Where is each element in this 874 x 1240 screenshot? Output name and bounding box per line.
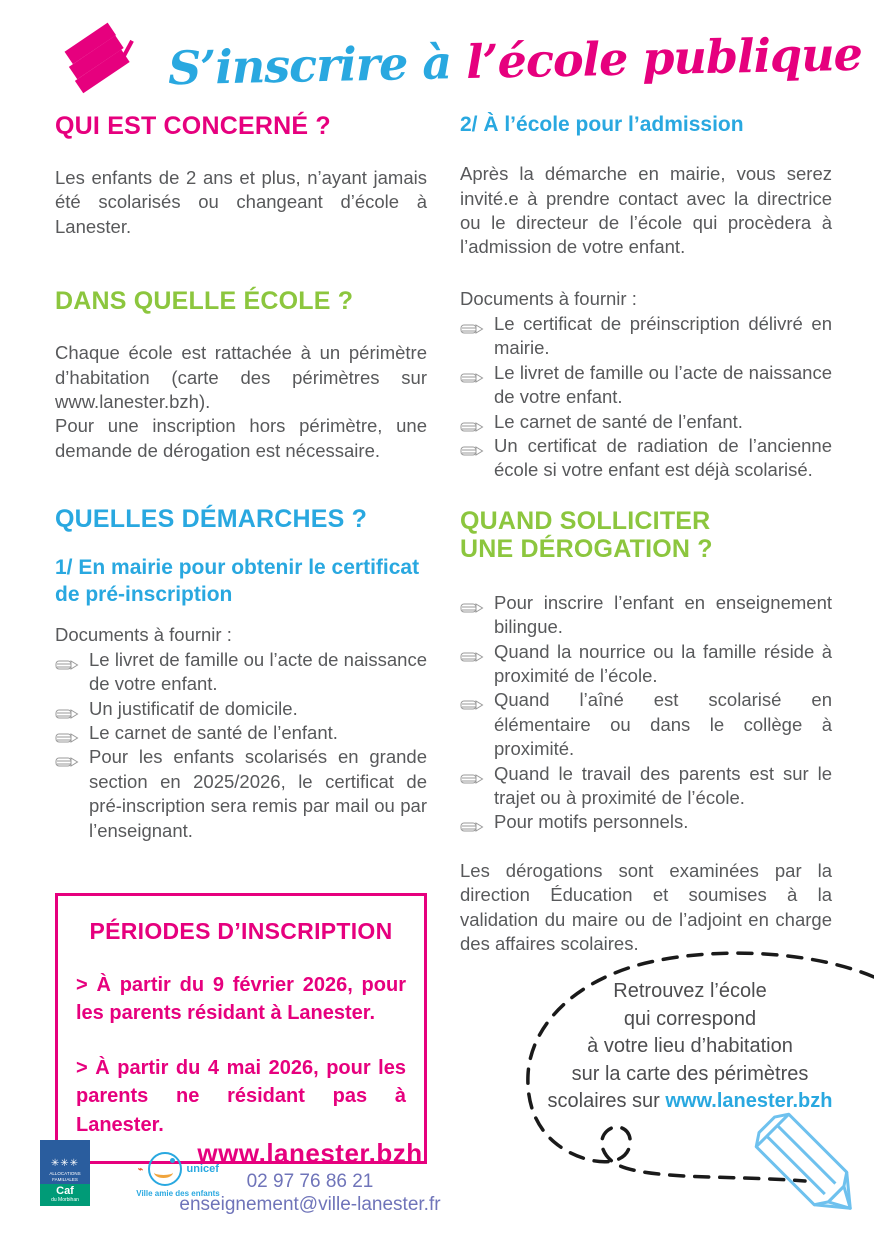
paragraph-derogation: Pour une inscription hors périmètre, une demande de dérogation est nécessaire. [55,415,427,461]
paragraph-perimetre: Chaque école est rattachée à un périmètre d’habitation (carte des périmètres sur www.lanester.bzh). [55,342,427,413]
list-item [460,591,832,640]
section-title-line2: UNE DÉROGATION ? [460,534,713,563]
brush-mark-icon [52,22,134,99]
documents-label-left: Documents à fournir : [55,623,232,645]
section-title-quand-solliciter [460,507,832,563]
caf-line1: ALLOCATIONS [49,1171,81,1177]
bubble-line: sur la carte des périmètres [571,1062,809,1085]
pencil-bullet-icon [460,439,484,463]
list-item [460,434,832,483]
derogation-reasons-list [460,591,832,835]
right-column [460,106,832,956]
section-title-dans-quelle-ecole: DANS QUELLE ÉCOLE ? [55,287,354,316]
list-item [55,745,427,843]
list-item-text: Un justificatif de domicile. [89,697,298,719]
footer-website-link[interactable]: www.lanester.bzh [197,1138,423,1168]
list-item-text: Quand le travail des parents est sur le trajet ou à proximité de l’école. [494,762,832,808]
footer-email-link[interactable]: enseignement@ville-lanester.fr [179,1194,441,1215]
list-item [460,410,832,434]
list-item-text: Quand l’aîné est scolarisé en élémentaire ou dans le collège à proximité. [494,689,832,760]
list-item [55,721,427,745]
caf-line2: FAMILIALES [52,1176,78,1182]
page-title-part1: S’inscrire à [167,34,467,95]
pencil-bullet-icon [460,366,484,390]
list-item [55,648,427,697]
list-item-text: Quand la nourrice ou la famille réside à proximité de l’école. [494,640,832,686]
unicef-tagline: Ville amie des enfants [136,1189,220,1198]
list-item-text: Pour les enfants scolarisés en grande section en 2025/2026, le certificat de pré-inscription sera remis par mail ou par l’enseignant. [89,746,427,841]
paragraph-concerne: Les enfants de 2 ans et plus, n’ayant jamais été scolarisés ou changeant d’école à Lanester. [55,167,427,237]
list-item-text: Pour inscrire l’enfant en enseignement bilingue. [494,591,832,638]
footer-phone: 02 97 76 86 21 [246,1171,374,1192]
list-item [460,688,832,761]
caf-name: Caf [56,1185,74,1197]
pencil-bullet-icon [55,750,79,774]
bubble-line-prefix: scolaires sur [547,1090,666,1113]
list-item [55,697,427,721]
list-item [460,312,832,361]
pencil-bullet-icon [55,653,79,677]
page-header [52,22,862,99]
caf-logo-top [40,1140,90,1184]
pencil-bullet-icon [460,767,484,791]
subsection-title-ecole-admission: 2/ À l’école pour l’admission [460,113,744,136]
contact-block [165,1138,455,1216]
unicef-wordmark: unicef [186,1163,219,1175]
paragraph-admission: Après la démarche en mairie, vous serez invité.e à prendre contact avec la directrice ou le directeur de l’école qui procèdera à l’admission de votre enfant. [460,163,832,258]
list-item [460,810,832,834]
bubble-website-link[interactable]: www.lanester.bzh [665,1090,833,1113]
list-item-text: Le carnet de santé de l’enfant. [494,410,743,432]
caf-logo-band [40,1184,90,1206]
section-title-qui-est-concerne: QUI EST CONCERNÉ ? [55,112,331,140]
pencil-bullet-icon [460,645,484,669]
pencil-drawing-icon [742,1092,868,1234]
left-column [55,106,427,1164]
documents-list-mairie [55,648,427,843]
list-item-text: Le certificat de préinscription délivré en mairie. [494,312,832,359]
list-item-text: Un certificat de radiation de l’ancienne école si votre enfant est déjà scolarisé. [494,434,832,481]
caf-department: du Morbihan [51,1197,79,1203]
list-item-text: Le carnet de santé de l’enfant. [89,721,338,743]
section-title-quelles-demarches: QUELLES DÉMARCHES ? [55,505,368,534]
caf-logo [40,1140,90,1206]
paragraph-derogations-validation: Les dérogations sont examinées par la direction Éducation et soumises à la validation du maire ou de l’adjoint en charge des affaires scolaires. [460,859,832,954]
pencil-bullet-icon [460,317,484,341]
documents-list-admission [460,312,832,483]
list-item [460,640,832,689]
bubble-line: à votre lieu d’habitation [587,1035,793,1058]
list-item-text: Le livret de famille ou l’acte de naissance de votre enfant. [89,648,427,695]
pencil-bullet-icon [460,596,484,620]
period-item-february: > À partir du 9 février 2026, pour les parents résidant à Lanester. [76,974,406,1025]
pencil-bullet-icon [460,693,484,717]
page-title [168,26,863,95]
page-title-part2: l’école publique [465,26,863,89]
section-title-line1: QUAND SOLLICITER [460,506,711,535]
inscription-periods-box [55,893,427,1164]
list-item [460,762,832,811]
bubble-line: qui correspond [623,1007,757,1030]
period-item-may: > À partir du 4 mai 2026, pour les parents ne résidant pas à Lanester. [76,1056,406,1136]
unicef-orange-mark: ⌁ [137,1163,143,1174]
caf-figures: ✳✳✳ [50,1158,80,1170]
subsection-title-mairie: 1/ En mairie pour obtenir le certificat de pré-inscription [55,556,420,606]
documents-label-right: Documents à fournir : [460,287,637,309]
periods-box-title: PÉRIODES D’INSCRIPTION [89,918,393,944]
pencil-bullet-icon [460,815,484,839]
list-item [460,361,832,410]
bubble-line: Retrouvez l’école [613,980,767,1002]
list-item-text: Pour motifs personnels. [494,811,689,833]
list-item-text: Le livret de famille ou l’acte de naissance de votre enfant. [494,361,832,408]
